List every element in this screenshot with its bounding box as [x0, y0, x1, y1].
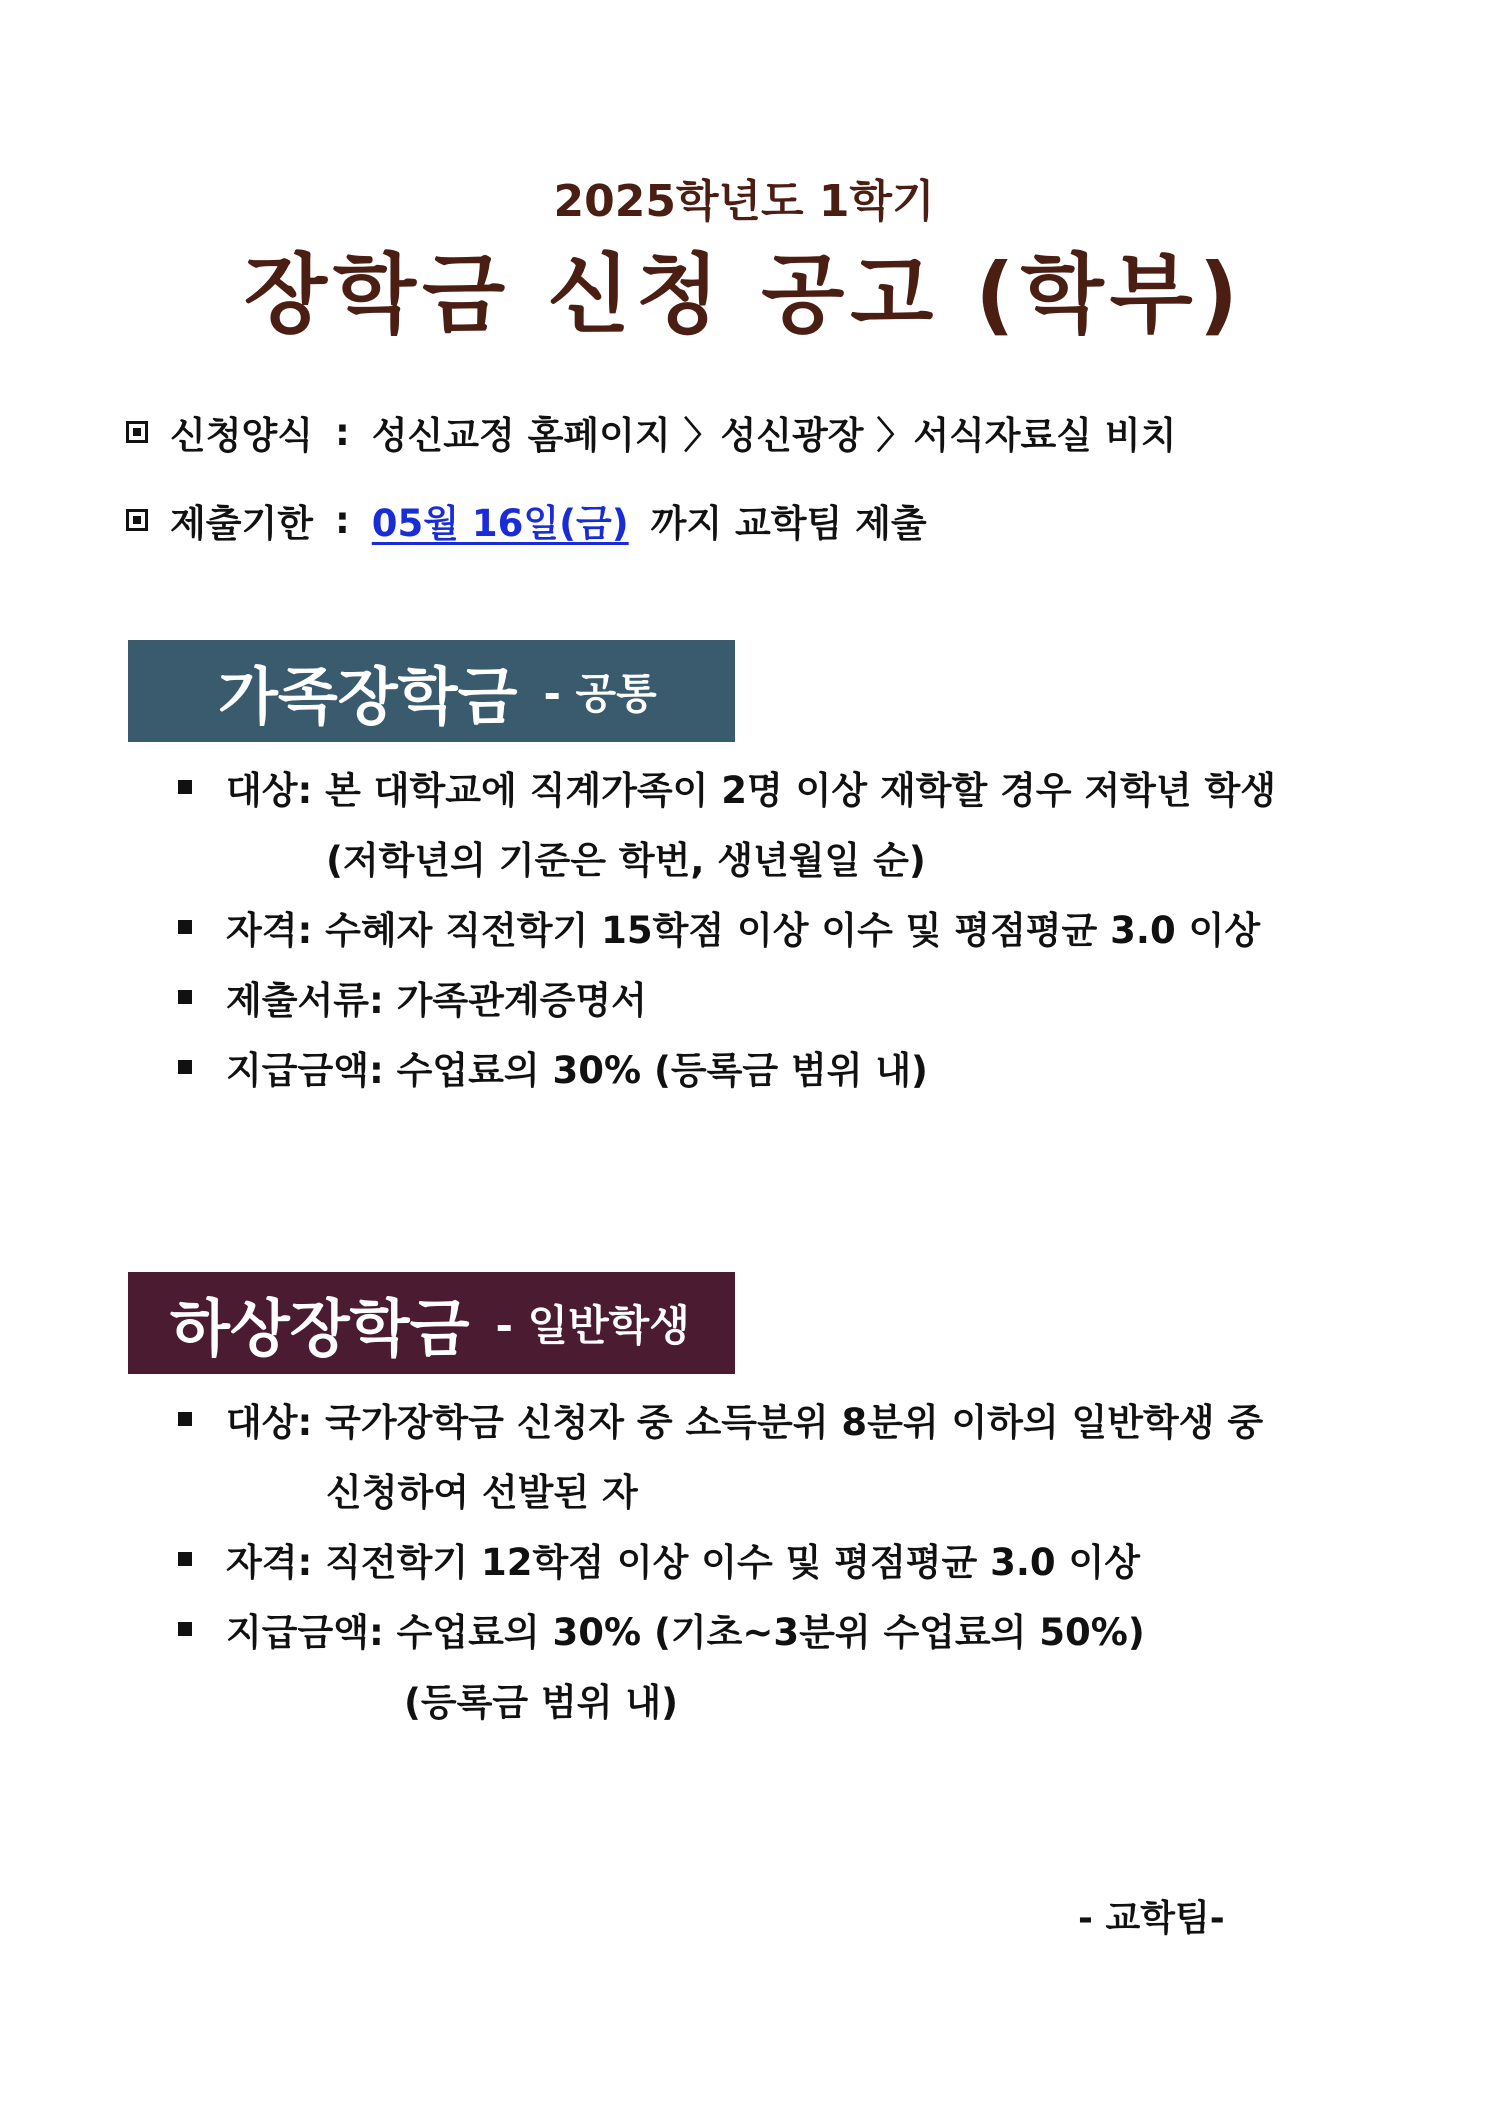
notice-title: 장학금 신청 공고 (학부) — [243, 245, 1245, 345]
list-item — [178, 760, 1276, 814]
list-item-text: 자격: 수혜자 직전학기 15학점 이상 이수 및 평점평균 3.0 이상 — [226, 909, 1261, 952]
banner-subtitle: - 공통 — [543, 669, 657, 718]
bullet-icon — [178, 920, 192, 934]
list-item — [178, 1602, 1145, 1656]
notice-subtitle: 2025학년도 1학기 — [553, 176, 935, 227]
list-item-text: 자격: 직전학기 12학점 이상 이수 및 평점평균 3.0 이상 — [226, 1541, 1140, 1584]
form-separator: : — [334, 410, 350, 454]
deadline-date: 05월 16일(금) — [371, 502, 629, 545]
list-item-text: 대상: 본 대학교에 직계가족이 2명 이상 재학할 경우 저학년 학생 — [226, 769, 1277, 812]
form-value: 성신교정 홈페이지 〉성신광장 〉서식자료실 비치 — [371, 414, 1177, 457]
square-bullet-icon — [126, 509, 148, 531]
bullet-icon — [178, 780, 192, 794]
deadline-separator: : — [334, 498, 350, 542]
list-item — [178, 1392, 1263, 1446]
list-item-text: 제출서류: 가족관계증명서 — [226, 979, 647, 1022]
banner-subtitle: - 일반학생 — [495, 1301, 690, 1350]
deadline-info-row — [126, 493, 927, 547]
list-item-text: 지급금액: 수업료의 30% (등록금 범위 내) — [226, 1049, 928, 1092]
banner-title: 가족장학금 — [218, 659, 518, 733]
list-item-text: 지급금액: 수업료의 30% (기초~3분위 수업료의 50%) — [226, 1611, 1145, 1654]
list-item-continuation: (저학년의 기준은 학번, 생년월일 순) — [326, 839, 926, 882]
banner-title: 하상장학금 — [170, 1291, 470, 1365]
list-item-continuation: 신청하여 선발된 자 — [326, 1471, 638, 1514]
hasang-scholarship-banner — [128, 1272, 735, 1374]
list-item — [178, 970, 647, 1024]
list-item — [178, 1532, 1140, 1586]
list-item — [178, 900, 1260, 954]
list-item — [178, 1040, 928, 1094]
list-item-continuation: (등록금 범위 내) — [404, 1681, 679, 1724]
bullet-icon — [178, 1552, 192, 1566]
list-item-text: 대상: 국가장학금 신청자 중 소득분위 8분위 이하의 일반학생 중 — [226, 1401, 1264, 1444]
square-bullet-icon — [126, 421, 148, 443]
deadline-label: 제출기한 — [170, 502, 313, 545]
bullet-icon — [178, 1060, 192, 1074]
bullet-icon — [178, 1622, 192, 1636]
form-label: 신청양식 — [170, 414, 313, 457]
form-info-row — [126, 405, 1176, 459]
family-scholarship-banner — [128, 640, 735, 742]
deadline-value: 까지 교학팀 제출 — [650, 502, 927, 545]
footer-signature: - 교학팀- — [1078, 1898, 1225, 1939]
bullet-icon — [178, 990, 192, 1004]
bullet-icon — [178, 1412, 192, 1426]
